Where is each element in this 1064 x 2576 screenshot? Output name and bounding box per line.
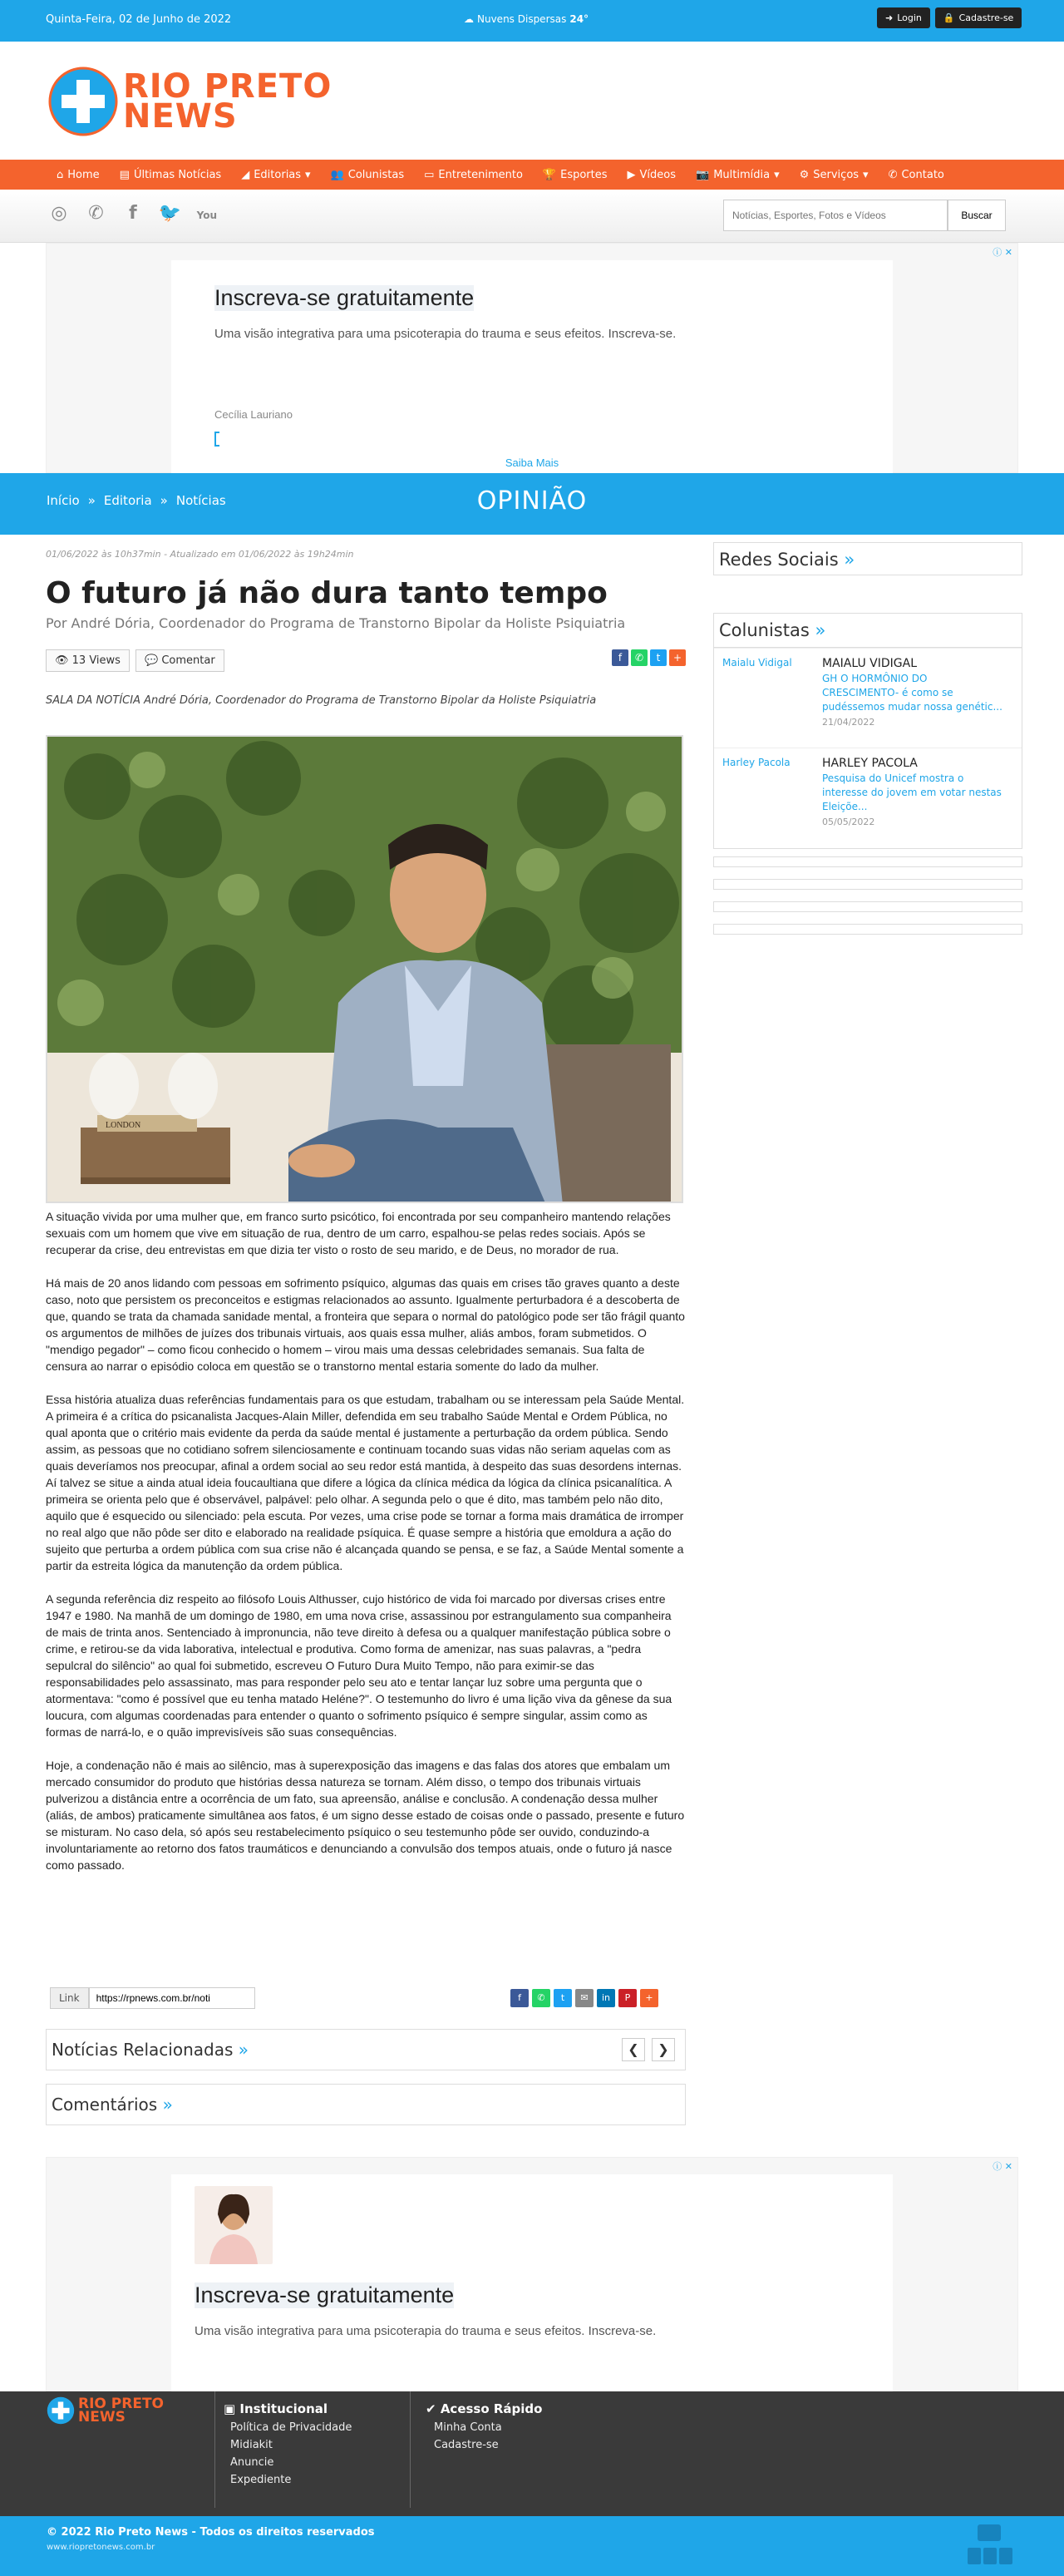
gear-icon: ⚙ bbox=[799, 168, 810, 181]
nav-item[interactable] bbox=[800, 160, 869, 190]
nav-item-label: Esportes bbox=[560, 168, 608, 181]
footer-link[interactable]: Minha Conta bbox=[434, 2421, 502, 2434]
footer-link[interactable]: Anuncie bbox=[230, 2456, 274, 2469]
article-body bbox=[46, 1208, 686, 1873]
phone-icon: ✆ bbox=[888, 168, 898, 181]
footer-quick-access bbox=[419, 2391, 615, 2451]
caret-down-icon: ▾ bbox=[863, 168, 869, 181]
nav-item-label: Entretenimento bbox=[438, 168, 523, 181]
ad-text: Uma visão integrativa para uma psicoterapia do trauma e seus efeitos. Inscreva-se. bbox=[214, 327, 677, 341]
breadcrumb-sep-icon: » bbox=[87, 493, 96, 508]
linkedin-share-icon[interactable]: in bbox=[597, 1989, 615, 2007]
rss-icon: ◢ bbox=[241, 168, 250, 181]
breadcrumb-bar bbox=[0, 473, 1064, 535]
ad-banner-top[interactable] bbox=[46, 243, 1018, 473]
breadcrumb-home[interactable]: Início bbox=[47, 493, 80, 508]
double-chevron-icon: » bbox=[162, 2095, 173, 2115]
article bbox=[46, 549, 686, 1890]
adchoices-icon[interactable]: ⓘ ✕ bbox=[993, 2161, 1012, 2172]
building-icon: ▣ bbox=[224, 2401, 236, 2416]
category-title: OPINIÃO bbox=[476, 486, 588, 516]
nav-item[interactable] bbox=[696, 160, 780, 190]
breadcrumb-page[interactable]: Notícias bbox=[175, 493, 226, 508]
grid-logo-icon bbox=[966, 2523, 1014, 2568]
footer bbox=[0, 2391, 1064, 2516]
logo-line2: NEWS bbox=[123, 97, 238, 136]
footer-institutional bbox=[214, 2391, 411, 2508]
article-meta: 01/06/2022 às 10h37min - Atualizado em 01/06/2022 às 19h24min bbox=[46, 549, 354, 560]
columnists-title bbox=[714, 614, 1022, 648]
sign-in-icon: ➜ bbox=[885, 12, 894, 23]
article-paragraph: Há mais de 20 anos lidando com pessoas em sofrimento psíquico, algumas das quais em crises tão graves quanto a deste caso, noto que persistem os preconceitos e estigmas relacionados ao assunto. Igualmente perturbadora é a descoberta de que, quando se trata da chamada sanidade mental, a fronteira que separa o normal do patológico pode ser tão frágil quanto os argumentos de milhões de juízes dos tribunais virtuais, aos quais essa mulher, aliás ambos, foram submetidos. O "mendigo pegador" – como ficou conhecido o homem – virou mais uma dessas celebridades semanais. Sua falta de censura ao narrar o episódio coloca em questão se o transtorno mental estaria somente do lado da mulher. bbox=[46, 1276, 685, 1373]
nav-item[interactable] bbox=[57, 160, 100, 190]
cloud-icon: ☁ bbox=[464, 13, 474, 25]
main-nav bbox=[0, 160, 1064, 190]
copyright: © 2022 Rio Preto News - Todos os direitos reservados bbox=[47, 2526, 375, 2539]
footer-link[interactable]: Midiakit bbox=[230, 2439, 273, 2451]
whatsapp-share-icon[interactable]: ✆ bbox=[631, 649, 648, 666]
link-label: Link bbox=[50, 1987, 89, 2009]
columnist-name: MAIALU VIDIGAL bbox=[822, 657, 918, 670]
logo-plus-icon bbox=[47, 2396, 75, 2425]
book-spine-text: LONDON bbox=[106, 1121, 141, 1130]
article-source: SALA DA NOTÍCIA André Dória, Coordenador do Programa de Transtorno Bipolar da Holiste Psiquiatria bbox=[46, 694, 597, 707]
columnist-date: 05/05/2022 bbox=[822, 817, 875, 827]
nav-item-label: Editorias bbox=[254, 168, 302, 181]
more-share-icon[interactable]: + bbox=[640, 1989, 658, 2007]
facebook-icon[interactable]: f bbox=[129, 203, 137, 224]
nav-item[interactable] bbox=[241, 160, 310, 190]
columnists-title-text: Colunistas bbox=[719, 620, 810, 640]
nav-item-label: Colunistas bbox=[347, 168, 405, 181]
email-share-icon[interactable]: ✉ bbox=[575, 1989, 594, 2007]
prev-button[interactable]: ❮ bbox=[622, 2038, 645, 2061]
ad-cta[interactable]: Saiba Mais bbox=[505, 456, 559, 469]
camera-icon: 📷 bbox=[696, 168, 710, 181]
share-bottom bbox=[507, 1989, 658, 2007]
ad-banner-bottom[interactable] bbox=[46, 2157, 1018, 2391]
nav-item[interactable] bbox=[120, 160, 222, 190]
columnist-photo: Maialu Vidigal bbox=[722, 657, 792, 669]
breadcrumb-section[interactable]: Editoria bbox=[103, 493, 152, 508]
footer-link[interactable]: Política de Privacidade bbox=[230, 2421, 352, 2434]
next-button[interactable]: ❯ bbox=[652, 2038, 675, 2061]
twitter-share-icon[interactable]: t bbox=[650, 649, 667, 666]
search-button[interactable]: Buscar bbox=[948, 200, 1006, 231]
comment-button[interactable]: 💬 Comentar bbox=[135, 649, 224, 672]
article-paragraph: Hoje, a condenação não é mais ao silêncio, mas à superexposição das imagens e das falas dos atores que embalam um mercado consumidor do produto que histórias dessa natureza se tornam. Além disso, o tempo dos tribunais virtuais pulverizou a distância entre a ocorrência de um fato, sua apreensão, análise e conclusão. A condenação dessa mulher (aliás, de ambos) praticamente simultânea aos fatos, é um signo desse estado de coisas onde o passado, presente e futuro se misturam. No caso dela, só após seu restabelecimento psíquico o seu testemunho pôde ser ouvido, conduzindo-a involuntariamente ao retorno dos fatos traumáticos e denunciando a convulsão dos tempos atuais, onde o futuro já nasce como passado. bbox=[46, 1759, 685, 1872]
ad-title: Inscreva-se gratuitamente bbox=[214, 285, 475, 310]
nav-item-label: Multimídia bbox=[713, 168, 771, 181]
article-image bbox=[46, 735, 683, 1203]
article-toolbar bbox=[46, 649, 686, 678]
twitter-icon[interactable]: 🐦 bbox=[158, 203, 182, 224]
ad-author: Cecília Lauriano bbox=[214, 408, 293, 421]
comments-panel bbox=[46, 2084, 686, 2125]
columnists-panel bbox=[713, 613, 1022, 849]
site-logo[interactable] bbox=[48, 67, 332, 136]
sidebar-widget bbox=[713, 901, 1022, 912]
nav-item[interactable] bbox=[543, 160, 608, 190]
breadcrumb-sep-icon: » bbox=[160, 493, 168, 508]
double-chevron-icon: » bbox=[238, 2040, 249, 2060]
sidebar-widget bbox=[713, 856, 1022, 867]
columnist-photo: Harley Pacola bbox=[722, 757, 791, 768]
login-button[interactable] bbox=[877, 7, 930, 28]
comments-title-text: Comentários bbox=[52, 2095, 158, 2115]
double-chevron-icon: » bbox=[815, 620, 826, 640]
ad-spinner bbox=[214, 432, 219, 447]
sidebar-widget bbox=[713, 924, 1022, 935]
users-icon: 👥 bbox=[330, 168, 344, 181]
footer-logo[interactable] bbox=[47, 2396, 164, 2425]
ad-title: Inscreva-se gratuitamente bbox=[195, 2282, 455, 2307]
views-label: 13 Views bbox=[71, 654, 121, 667]
nav-item-label: Vídeos bbox=[639, 168, 676, 181]
nav-item[interactable] bbox=[331, 160, 405, 190]
youtube-icon[interactable]: You bbox=[196, 210, 217, 221]
views-counter: 👁 13 Views bbox=[46, 649, 130, 672]
footer-logo-line2: NEWS bbox=[78, 2409, 126, 2425]
comment-label: Comentar bbox=[161, 654, 215, 667]
columnist-name: HARLEY PACOLA bbox=[822, 757, 918, 770]
more-share-icon[interactable]: + bbox=[669, 649, 686, 666]
weather-text: Nuvens Dispersas bbox=[477, 13, 567, 25]
nav-item-label: Últimas Notícias bbox=[133, 168, 222, 181]
article-subtitle: Por André Dória, Coordenador do Programa de Transtorno Bipolar da Holiste Psiquiatria bbox=[46, 615, 626, 631]
twitter-share-icon[interactable]: t bbox=[554, 1989, 572, 2007]
permalink-box bbox=[50, 1987, 255, 2009]
comments-title bbox=[52, 2095, 173, 2115]
footer-link[interactable]: Cadastre-se bbox=[434, 2439, 499, 2451]
social-panel-title bbox=[719, 550, 855, 570]
header bbox=[0, 42, 1064, 160]
sidebar-widget bbox=[713, 879, 1022, 890]
article-paragraph: Essa história atualiza duas referências fundamentais para os que estudam, trabalham ou se interessam pela Saúde Mental. A primeira é a crítica do psicanalista Jacques-Alain Miller, defendida em seu trabalho Saúde Mental e Ordem Pública, no qual aponta que o critério mais evidente da perda da saúde mental é justamente a perturbação da ordem pública. Sendo assim, as pessoas que no cotidiano sofrem silenciosamente e continuam tocando suas vidas não seriam aquelas com as quais deveríamos nos preocupar, afinal a ordem social ao seu redor está mantida, à despeito das suas desordens internas. Aí talvez se situe a ainda atual ideia foucaultiana que difere a lógica da clínica médica da lógica da clínica psicanalítica. A primeira se orienta pelo que é observável, palpável: pelo olhar. A segunda pelo o que é dito, mas também pelo não dito, aquilo que é esquecido ou silenciado: pela escuta. Por vezes, uma crise pode se tornar a forma mais dramática de irromper no real algo que não pôde ser dito e elaborado na realidade psíquica. É quase sempre a história que emoldura a ação do sujeito que perturba a ordem pública com sua crise não é alcançada quando se pensa, e se faz, a Saúde Mental somente a partir da estreita lógica da manutenção da ordem pública. bbox=[46, 1393, 685, 1572]
register-button[interactable] bbox=[935, 7, 1022, 28]
social-panel bbox=[713, 542, 1022, 575]
facebook-share-icon[interactable]: f bbox=[510, 1989, 529, 2007]
columnist-date: 21/04/2022 bbox=[822, 717, 875, 728]
pinterest-share-icon[interactable]: P bbox=[618, 1989, 637, 2007]
columnist-headline[interactable]: Pesquisa do Unicef mostra o interesse do jovem em votar nestas Eleiçõe... bbox=[822, 772, 1002, 812]
trophy-icon: 🏆 bbox=[542, 168, 557, 181]
weather-widget bbox=[464, 13, 589, 25]
permalink-input[interactable] bbox=[89, 1987, 255, 2009]
instagram-icon[interactable]: ◎ bbox=[51, 203, 67, 224]
nav-item-label: Serviços bbox=[813, 168, 860, 181]
footer-quick-title bbox=[426, 2401, 615, 2416]
caret-down-icon: ▾ bbox=[774, 168, 780, 181]
footer-inst-title-text: Institucional bbox=[239, 2401, 328, 2416]
related-title bbox=[52, 2040, 249, 2060]
article-paragraph: A situação vivida por uma mulher que, em franco surto psicótico, foi encontrada por seu companheiro mantendo relações sexuais com um homem que vive em situação de rua, dentro de um carro, espalhou-se pelas redes sociais. Após se recuperar da crise, deu entrevistas em que dizia ter visto o rosto de seu marido, e de Deus, no morador de rua. bbox=[46, 1210, 671, 1256]
nav-item[interactable] bbox=[889, 160, 944, 190]
footer-bottom bbox=[0, 2516, 1064, 2576]
facebook-share-icon[interactable]: f bbox=[612, 649, 628, 666]
article-paragraph: A segunda referência diz respeito ao filósofo Louis Althusser, cujo histórico de vida foi marcado por diversas crises entre 1947 e 1980. Na manhã de um domingo de 1980, em uma nova crise, assassinou por estrangulamento sua companheira de mais de trinta anos. Sentenciado à impronuncia, não teve direito à defesa ou a qualquer manifestação pública sobre o crime, e retirou-se da vida laborativa, intelectual e produtiva. Como forma de amenizar, nas suas palavras, a "pedra sepulcral do silêncio" ao qual foi submetido, escreveu O Futuro Dura Muito Tempo, não para eximir-se das responsabilidades pelo assassinato, mas para responder pelo seu ato e tentar lançar luz sobre uma pergunta que o atormentava: "como é possível que eu tenha matado Heléne?". O testemunho do livro é uma lição viva da gênese da sua loucura, com algumas coordenadas para entender o quanto o sofrimento psíquico é sempre singular, assim como as formas de narrá-lo, e o quão imprevisíveis são suas consequências. bbox=[46, 1592, 672, 1739]
social-panel-title-text: Redes Sociais bbox=[719, 550, 839, 570]
register-label: Cadastre-se bbox=[958, 12, 1014, 23]
nav-item[interactable] bbox=[424, 160, 523, 190]
current-date: Quinta-Feira, 02 de Junho de 2022 bbox=[46, 13, 232, 26]
footer-url[interactable]: www.riopretonews.com.br bbox=[47, 2543, 155, 2552]
ad-text: Uma visão integrativa para uma psicoterapia do trauma e seus efeitos. Inscreva-se. bbox=[195, 2324, 657, 2338]
logo-plus-icon bbox=[48, 67, 118, 136]
footer-quick-title-text: Acesso Rápido bbox=[440, 2401, 543, 2416]
adchoices-icon[interactable]: ⓘ ✕ bbox=[993, 247, 1012, 258]
double-chevron-icon: » bbox=[844, 550, 855, 570]
nav-item[interactable] bbox=[628, 160, 676, 190]
social-search-bar bbox=[0, 190, 1064, 243]
footer-inst-title bbox=[224, 2401, 410, 2416]
ad-portrait bbox=[195, 2186, 273, 2264]
whatsapp-icon[interactable]: ✆ bbox=[88, 203, 104, 224]
sidebar-empty-widgets bbox=[713, 856, 1022, 946]
login-label: Login bbox=[897, 12, 922, 23]
search-input[interactable] bbox=[723, 200, 948, 231]
columnist-item[interactable] bbox=[714, 648, 1022, 748]
article-title: O futuro já não dura tanto tempo bbox=[46, 576, 608, 610]
file-icon: ▤ bbox=[119, 168, 130, 181]
footer-link[interactable]: Expediente bbox=[230, 2474, 292, 2486]
temperature: 24° bbox=[569, 13, 589, 25]
nav-item-label: Home bbox=[67, 168, 100, 181]
check-circle-icon: ✔ bbox=[426, 2401, 436, 2416]
home-icon: ⌂ bbox=[57, 168, 64, 181]
columnist-headline[interactable]: GH O HORMÔNIO DO CRESCIMENTO- é como se pudéssemos mudar nossa genétic... bbox=[822, 673, 1002, 713]
nav-item-label: Contato bbox=[901, 168, 944, 181]
whatsapp-share-icon[interactable]: ✆ bbox=[532, 1989, 550, 2007]
related-panel bbox=[46, 2029, 686, 2070]
footer-logo-line1: RIO PRETO bbox=[78, 2396, 164, 2412]
logo-line1: RIO PRETO bbox=[123, 67, 332, 106]
related-title-text: Notícias Relacionadas bbox=[52, 2040, 234, 2060]
play-icon: ▶ bbox=[627, 168, 636, 181]
top-bar bbox=[0, 0, 1064, 42]
laptop-icon: ▭ bbox=[424, 168, 435, 181]
columnist-item[interactable] bbox=[714, 748, 1022, 847]
lock-icon: 🔒 bbox=[943, 12, 955, 23]
caret-down-icon: ▾ bbox=[305, 168, 311, 181]
